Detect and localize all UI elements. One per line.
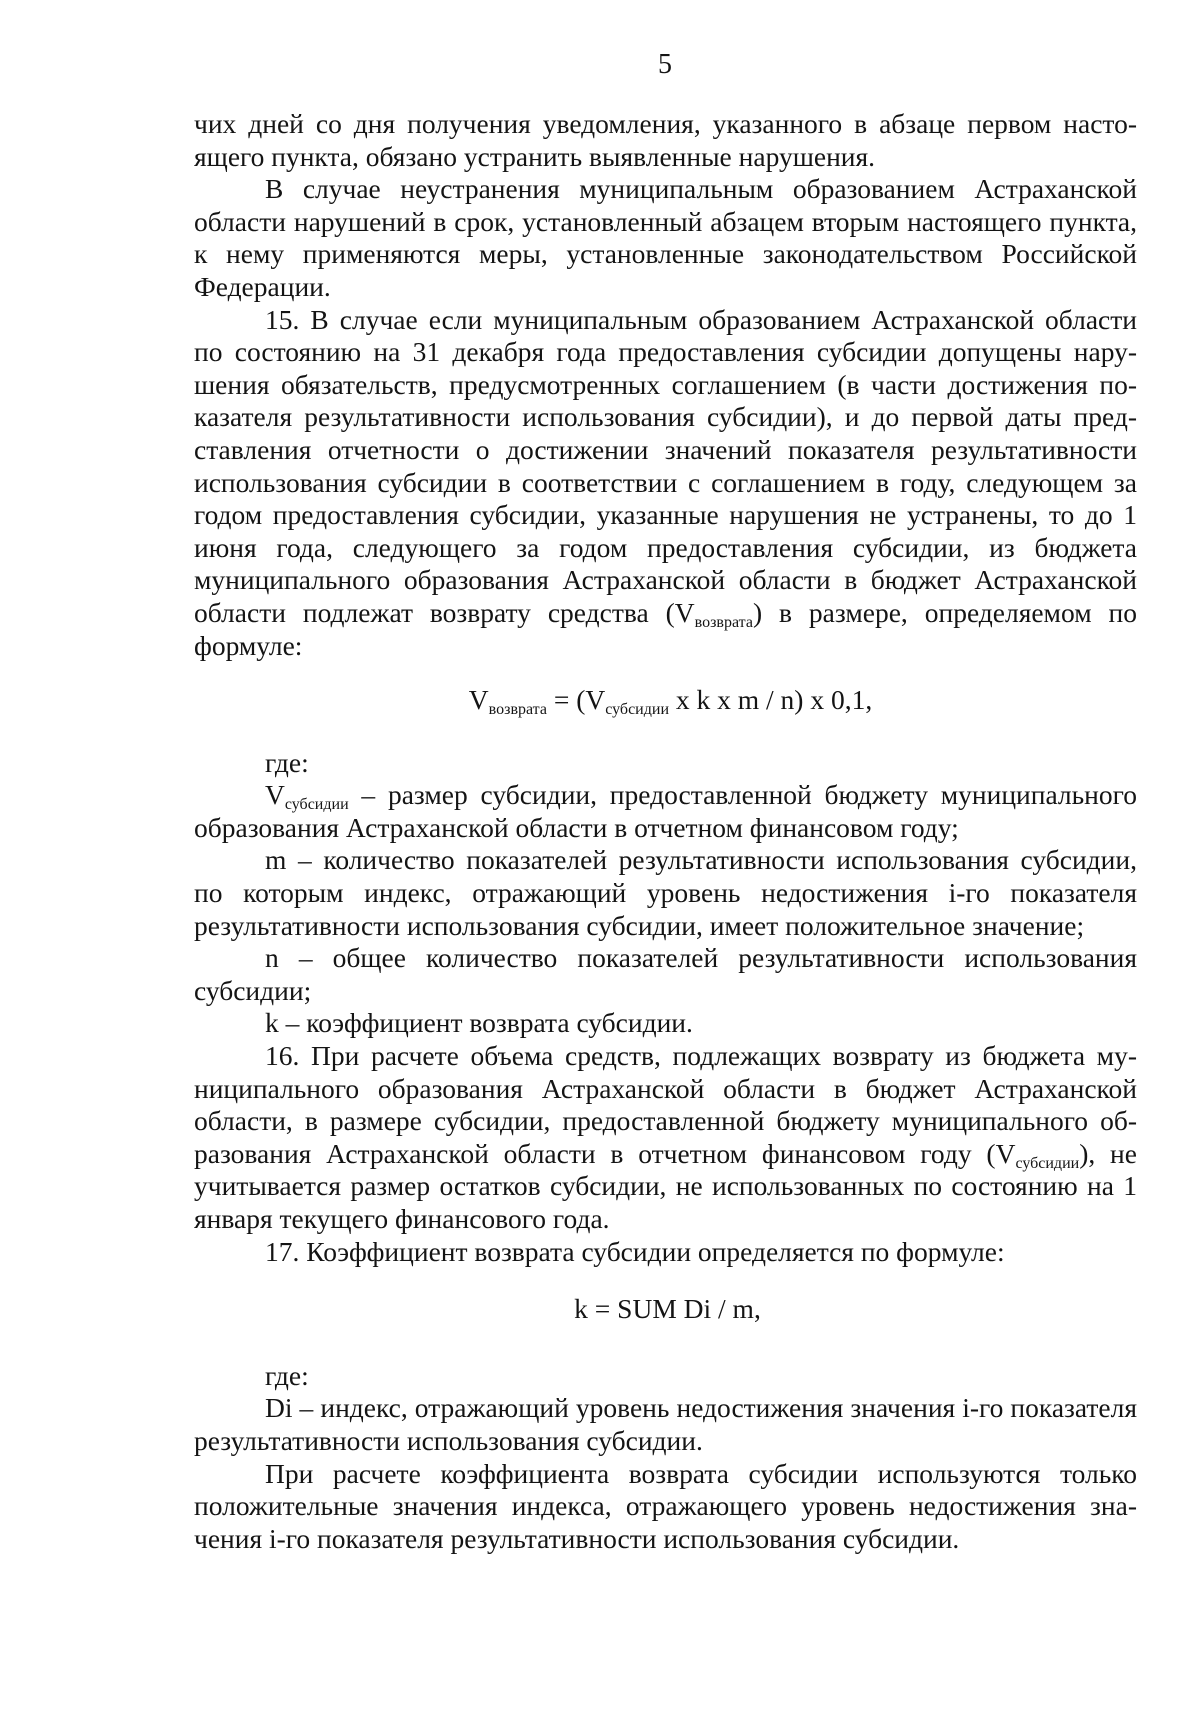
- definition-v-text: – размер субсидии, предоставленной бюджету муниципального образования Астраханской области в отчетном финансовом году;: [194, 779, 1137, 843]
- spacer: [194, 737, 1137, 747]
- where-label-2: где:: [265, 1359, 309, 1391]
- spacer: [194, 1350, 1137, 1360]
- definition-v-symbol: V: [265, 779, 285, 811]
- formula-1-sub-subsidy: субсидии: [605, 701, 669, 719]
- paragraph-17: 17. Коэффициент возврата субсидии определяется по формуле:: [265, 1235, 1005, 1267]
- paragraph-16: [194, 1040, 1137, 1236]
- definition-v-subscript: субсидии: [284, 796, 349, 814]
- paragraph-15-text-end: ) в размере, определяемом по формуле:: [194, 596, 1137, 661]
- formula-coefficient: k = SUM Di / m,: [574, 1293, 761, 1325]
- definition-k: k – коэффициент возврата субсидии.: [265, 1007, 693, 1039]
- paragraph-16-text: 16. При расчете объема средств, подлежащих возврату из бюджета муниципального образования Астраханской области в бюджет Астраханской области, в размере субсидии, предоставленной бюджету муниципального образования Астраханской области в отчетном финансовом году (V: [194, 1040, 1137, 1169]
- definition-v-subsidy: [194, 779, 1137, 844]
- formula-1-end: x k x m / n) x 0,1,: [669, 684, 873, 716]
- formula-1-middle: = (V: [546, 684, 606, 716]
- formula-return-volume: [194, 662, 1137, 737]
- formula-1-sub-return: возврата: [488, 701, 547, 719]
- formula-1-v: V: [468, 684, 489, 716]
- paragraph-16-text-end: ), не учитывается размер остатков субсидии, не использованных по состоянию на 1 января текущего финансового года.: [194, 1137, 1137, 1234]
- definition-di: Di – индекс, отражающий уровень недостижения значения i-го показателя результативности использования субсидии.: [194, 1392, 1137, 1456]
- paragraph-final: При расчете коэффициента возврата субсидии используются только положительные значения индекса, отражающего уровень недостижения значения i-го показателя результативности использования субсидии.: [194, 1457, 1137, 1554]
- paragraph-16-subscript: субсидии: [1015, 1154, 1080, 1172]
- paragraph-non-elimination: В случае неустранения муниципальным образованием Астраханской области нарушений в срок, установленный абзацем вторым настоящего пункта, к нему применяются меры, установленные законодательством Российской Федерации.: [194, 173, 1137, 302]
- where-label-1: где:: [265, 746, 309, 778]
- definition-m: m – количество показателей результативности использования субсидии, по которым индекс, отражающий уровень недостижения i-го показателя результативности использования субсидии, имеет положительное значение;: [194, 844, 1137, 941]
- paragraph-15-text: 15. В случае если муниципальным образованием Астраханской области по состоянию на 31 декабря года предоставления субсидии допущены нарушения обязательств, предусмотренных соглашением (в части достижения показателя результативности использования субсидии), и до первой даты представления отчетности о достижении значений показателя результативности использования субсидии в соответствии с соглашением в году, следующем за годом предоставления субсидии, указанные нарушения не устранены, то до 1 июня года, следующего за годом предоставления субсидии, из бюджета муниципального образования Астраханской области в бюджет Астраханской области подлежат возврату средства (V: [194, 303, 1137, 628]
- page-number: 5: [658, 49, 672, 80]
- document-body: [194, 108, 1137, 1555]
- paragraph-15: [194, 304, 1137, 663]
- paragraph-continuation: чих дней со дня получения уведомления, указанного в абзаце первом настоящего пункта, обязано устранить выявленные нарушения.: [194, 108, 1137, 172]
- definition-n: n – общее количество показателей результативности использования субсидии;: [194, 942, 1137, 1006]
- paragraph-15-subscript: возврата: [694, 613, 753, 631]
